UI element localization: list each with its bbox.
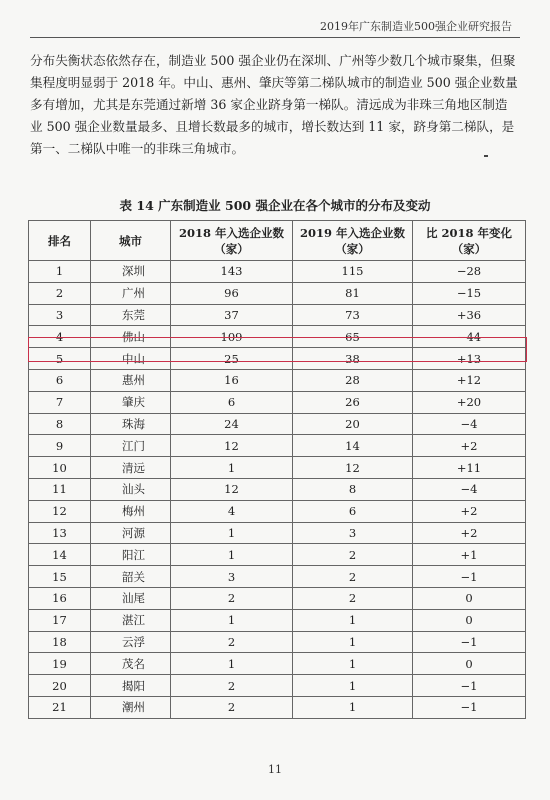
cell-city: 河源 — [91, 522, 171, 544]
paragraph-line: 业 500 强企业数量最多、且增长数最多的城市，增长数达到 11 家，跻身第二梯队，是 — [30, 119, 515, 134]
cell-rank: 17 — [29, 609, 91, 631]
cell-2019: 73 — [293, 304, 413, 326]
cell-2019: 115 — [293, 261, 413, 283]
header-city — [91, 221, 171, 261]
cell-2018: 2 — [171, 631, 293, 653]
table-row — [29, 631, 526, 653]
cell-change: −44 — [413, 326, 526, 348]
cell-city: 中山 — [91, 348, 171, 370]
table-row — [29, 544, 526, 566]
table-row — [29, 566, 526, 588]
cell-city: 深圳 — [91, 261, 171, 283]
cell-change: +2 — [413, 435, 526, 457]
cell-change: 0 — [413, 609, 526, 631]
cell-city: 茂名 — [91, 653, 171, 675]
cell-2019: 65 — [293, 326, 413, 348]
table-row — [29, 696, 526, 718]
header-rule — [30, 37, 520, 38]
cell-rank: 15 — [29, 566, 91, 588]
cell-2018: 3 — [171, 566, 293, 588]
cell-change: +2 — [413, 500, 526, 522]
table-row — [29, 609, 526, 631]
table-row — [29, 369, 526, 391]
cell-rank: 18 — [29, 631, 91, 653]
cell-city: 东莞 — [91, 304, 171, 326]
table-row — [29, 675, 526, 697]
ink-mark — [484, 155, 488, 157]
cell-change: 0 — [413, 587, 526, 609]
cell-2018: 25 — [171, 348, 293, 370]
cell-rank: 10 — [29, 457, 91, 479]
cell-2018: 16 — [171, 369, 293, 391]
cell-rank: 16 — [29, 587, 91, 609]
cell-rank: 19 — [29, 653, 91, 675]
table-row — [29, 653, 526, 675]
table-row — [29, 522, 526, 544]
cell-city: 云浮 — [91, 631, 171, 653]
cell-change: +20 — [413, 391, 526, 413]
header-text: 2018 年入选企业数 — [178, 225, 284, 240]
paragraph-line: 多有增加，尤其是东莞通过新增 36 家企业跻身第一梯队。清远成为非珠三角地区制造 — [30, 97, 508, 112]
cell-2019: 28 — [293, 369, 413, 391]
cell-city: 湛江 — [91, 609, 171, 631]
cell-city: 阳江 — [91, 544, 171, 566]
cell-2018: 96 — [171, 282, 293, 304]
cell-change: +12 — [413, 369, 526, 391]
table-row — [29, 435, 526, 457]
cell-2019: 6 — [293, 500, 413, 522]
cell-change: −4 — [413, 413, 526, 435]
cell-rank: 2 — [29, 282, 91, 304]
header-text: （家） — [335, 241, 370, 256]
cell-2018: 143 — [171, 261, 293, 283]
cell-rank: 5 — [29, 348, 91, 370]
cell-rank: 21 — [29, 696, 91, 718]
cell-city: 潮州 — [91, 696, 171, 718]
cell-rank: 11 — [29, 478, 91, 500]
cell-2019: 2 — [293, 544, 413, 566]
cell-2018: 1 — [171, 544, 293, 566]
cell-2018: 12 — [171, 435, 293, 457]
cell-rank: 1 — [29, 261, 91, 283]
cell-2018: 1 — [171, 457, 293, 479]
cell-rank: 20 — [29, 675, 91, 697]
cell-2019: 1 — [293, 696, 413, 718]
cell-city: 佛山 — [91, 326, 171, 348]
cell-2019: 81 — [293, 282, 413, 304]
table-row — [29, 304, 526, 326]
paragraph-line: 分布失衡状态依然存在，制造业 500 强企业仍在深圳、广州等少数几个城市聚集，但聚 — [30, 53, 516, 68]
cell-rank: 8 — [29, 413, 91, 435]
header-text: 城市 — [119, 233, 142, 248]
cell-rank: 7 — [29, 391, 91, 413]
cell-2018: 1 — [171, 609, 293, 631]
city-distribution-table — [28, 220, 526, 719]
header-2018-count — [171, 221, 293, 261]
header-text: 排名 — [48, 233, 71, 248]
table-row — [29, 391, 526, 413]
cell-2018: 6 — [171, 391, 293, 413]
cell-city: 汕尾 — [91, 587, 171, 609]
cell-change: 0 — [413, 653, 526, 675]
cell-city: 肇庆 — [91, 391, 171, 413]
cell-2019: 1 — [293, 675, 413, 697]
cell-2018: 2 — [171, 587, 293, 609]
cell-rank: 14 — [29, 544, 91, 566]
cell-rank: 6 — [29, 369, 91, 391]
cell-2019: 1 — [293, 653, 413, 675]
header-rank — [29, 221, 91, 261]
cell-2019: 1 — [293, 631, 413, 653]
page-number: 11 — [268, 763, 282, 776]
cell-city: 广州 — [91, 282, 171, 304]
cell-change: +36 — [413, 304, 526, 326]
cell-rank: 13 — [29, 522, 91, 544]
cell-rank: 4 — [29, 326, 91, 348]
cell-city: 梅州 — [91, 500, 171, 522]
cell-2018: 1 — [171, 653, 293, 675]
cell-change: −1 — [413, 566, 526, 588]
cell-2019: 3 — [293, 522, 413, 544]
cell-change: +1 — [413, 544, 526, 566]
table-row — [29, 587, 526, 609]
cell-2019: 12 — [293, 457, 413, 479]
cell-2019: 20 — [293, 413, 413, 435]
cell-2018: 109 — [171, 326, 293, 348]
header-change — [413, 221, 526, 261]
cell-city: 珠海 — [91, 413, 171, 435]
cell-city: 惠州 — [91, 369, 171, 391]
header-text: （家） — [214, 241, 249, 256]
cell-2018: 2 — [171, 675, 293, 697]
cell-2019: 2 — [293, 587, 413, 609]
cell-2019: 14 — [293, 435, 413, 457]
cell-rank: 3 — [29, 304, 91, 326]
cell-2019: 38 — [293, 348, 413, 370]
cell-city: 汕头 — [91, 478, 171, 500]
cell-change: −4 — [413, 478, 526, 500]
header-text: （家） — [451, 241, 487, 256]
cell-change: −15 — [413, 282, 526, 304]
cell-2018: 24 — [171, 413, 293, 435]
cell-change: −1 — [413, 675, 526, 697]
cell-2019: 26 — [293, 391, 413, 413]
paragraph-line: 集程度明显弱于 2018 年。中山、惠州、肇庆等第二梯队城市的制造业 500 强企业数量 — [30, 75, 518, 90]
cell-2019: 8 — [293, 478, 413, 500]
cell-2018: 37 — [171, 304, 293, 326]
cell-2018: 4 — [171, 500, 293, 522]
table-row — [29, 261, 526, 283]
cell-2019: 1 — [293, 609, 413, 631]
header-2019-count — [293, 221, 413, 261]
cell-2019: 2 — [293, 566, 413, 588]
header-text: 2019 年入选企业数 — [299, 225, 405, 240]
table-caption: 表 14 广东制造业 500 强企业在各个城市的分布及变动 — [119, 198, 431, 213]
table-row — [29, 326, 526, 348]
header-text: 比 2018 年变化 — [425, 225, 512, 240]
cell-rank: 12 — [29, 500, 91, 522]
cell-rank: 9 — [29, 435, 91, 457]
cell-change: +13 — [413, 348, 526, 370]
cell-city: 韶关 — [91, 566, 171, 588]
cell-2018: 1 — [171, 522, 293, 544]
cell-change: −1 — [413, 631, 526, 653]
cell-change: +2 — [413, 522, 526, 544]
table-row — [29, 348, 526, 370]
cell-city: 江门 — [91, 435, 171, 457]
paragraph-line: 第一、二梯队中唯一的非珠三角城市。 — [30, 141, 245, 156]
cell-change: +11 — [413, 457, 526, 479]
table-body — [29, 261, 526, 719]
cell-2018: 2 — [171, 696, 293, 718]
table-row — [29, 413, 526, 435]
table-row — [29, 478, 526, 500]
table-row — [29, 500, 526, 522]
cell-city: 清远 — [91, 457, 171, 479]
cell-city: 揭阳 — [91, 675, 171, 697]
cell-change: −28 — [413, 261, 526, 283]
table-row — [29, 282, 526, 304]
body-paragraph — [30, 50, 520, 160]
cell-2018: 12 — [171, 478, 293, 500]
table-header-row — [29, 221, 526, 261]
page-header-title: 2019年广东制造业500强企业研究报告 — [320, 20, 512, 33]
cell-change: −1 — [413, 696, 526, 718]
table-row — [29, 457, 526, 479]
